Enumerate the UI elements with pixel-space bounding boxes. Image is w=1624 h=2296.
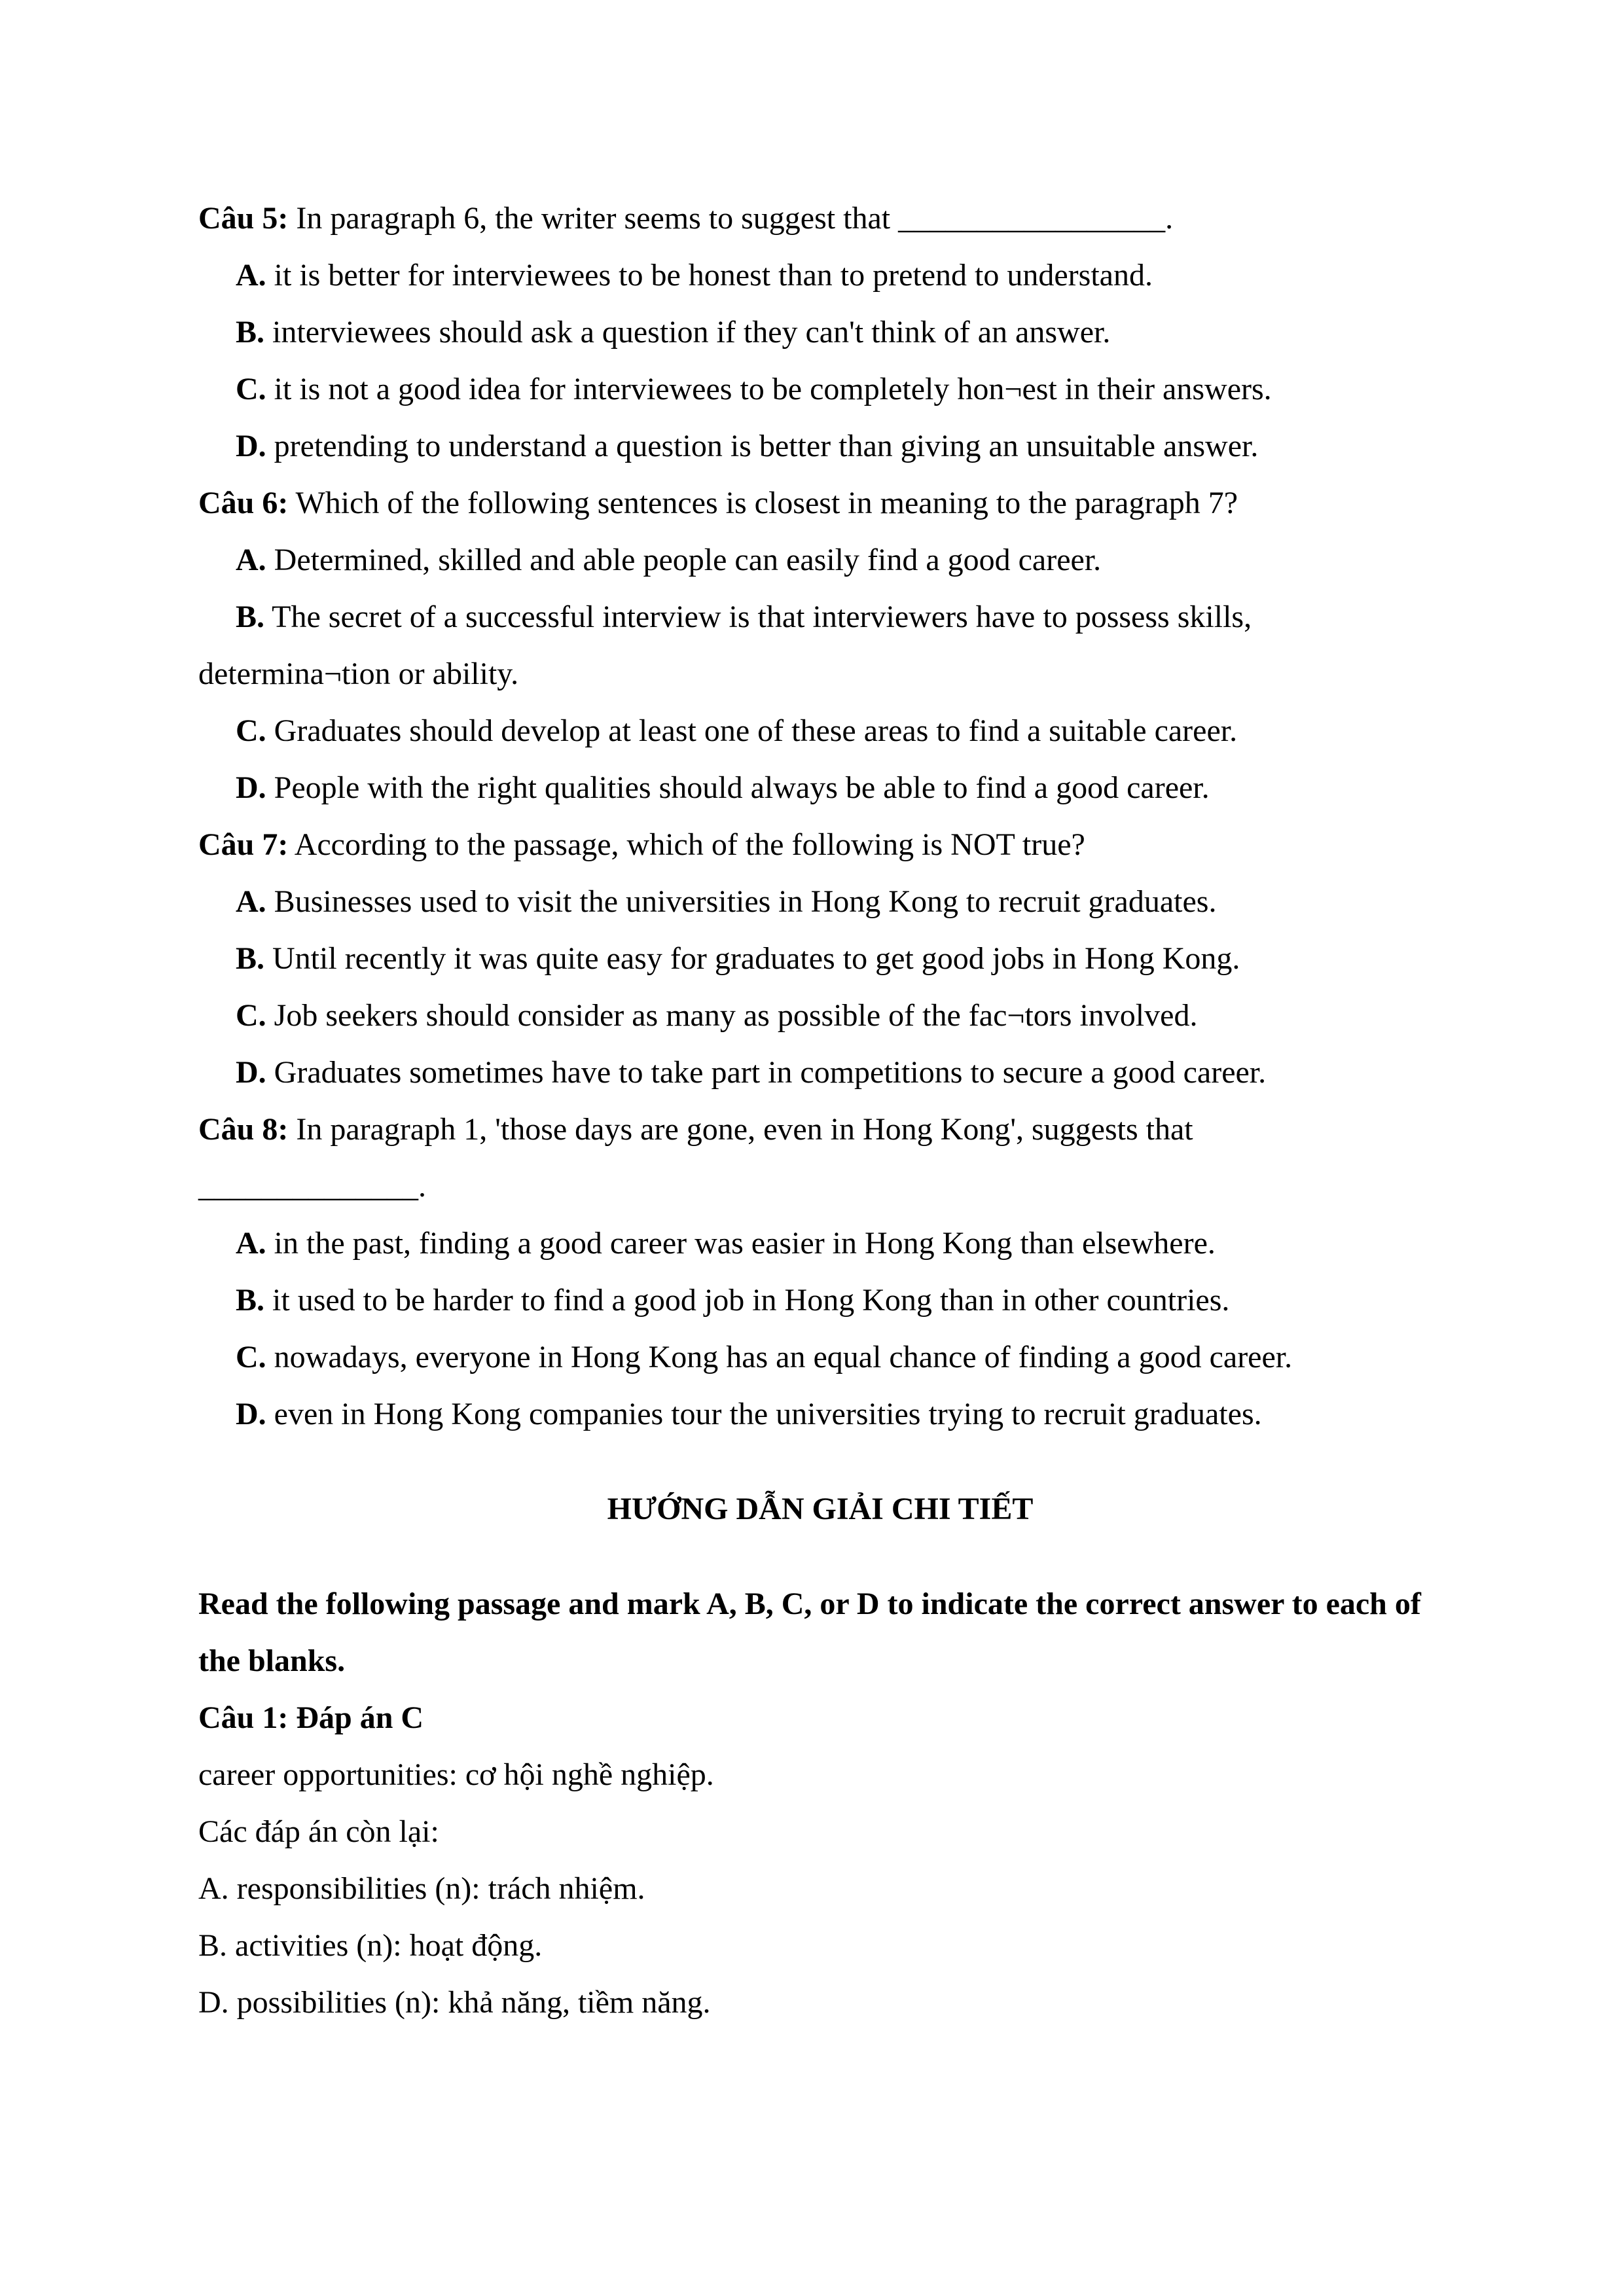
question-6: [198, 475, 1442, 531]
option-d: D. People with the right qualities should always be able to find a good career.: [236, 770, 1210, 805]
option-a: A. it is better for interviewees to be honest than to pretend to understand.: [236, 258, 1153, 293]
option-a: A. Determined, skilled and able people can easily find a good career.: [236, 543, 1102, 577]
question-text: In paragraph 6, the writer seems to suggest that _________________.: [296, 201, 1174, 236]
option-b: B. it used to be harder to find a good job in Hong Kong than in other countries.: [236, 1283, 1230, 1318]
section-heading: HƯỚNG DẪN GIẢI CHI TIẾT: [607, 1492, 1034, 1526]
explanation-line: D. possibilities (n): khả năng, tiềm năng.: [198, 1985, 711, 2020]
option-d: D. Graduates sometimes have to take part in competitions to secure a good career.: [236, 1055, 1267, 1090]
option-c: C. nowadays, everyone in Hong Kong has an equal chance of finding a good career.: [236, 1340, 1293, 1374]
explanation-line: Các đáp án còn lại:: [198, 1814, 439, 1849]
option-c: C. it is not a good idea for interviewees to be completely hon¬est in their answers.: [236, 372, 1272, 406]
option-b: B. Until recently it was quite easy for graduates to get good jobs in Hong Kong.: [236, 941, 1240, 976]
option-d: D. even in Hong Kong companies tour the universities trying to recruit graduates.: [236, 1397, 1262, 1431]
document-content: [198, 190, 1442, 2031]
option-c: C. Job seekers should consider as many as possible of the fac¬tors involved.: [236, 998, 1198, 1033]
question-text: Which of the following sentences is closest in meaning to the paragraph 7?: [295, 486, 1238, 520]
instruction-text: Read the following passage and mark A, B, C, or D to indicate the correct answer to each of the blanks.: [198, 1587, 1421, 1678]
option-a: A. in the past, finding a good career was easier in Hong Kong than elsewhere.: [236, 1226, 1216, 1261]
answer-title: Câu 1: Đáp án C: [198, 1700, 424, 1735]
option-d: D. pretending to understand a question is better than giving an unsuitable answer.: [236, 429, 1259, 463]
option-a: A. Businesses used to visit the universities in Hong Kong to recruit graduates.: [236, 884, 1217, 919]
option-c: C. Graduates should develop at least one of these areas to find a suitable career.: [236, 713, 1238, 748]
question-label: Câu 5:: [198, 201, 289, 236]
answer-blank: ______________.: [198, 1169, 426, 1204]
question-text: According to the passage, which of the following is NOT true?: [294, 827, 1085, 862]
explanation-line: B. activities (n): hoạt động.: [198, 1928, 543, 1963]
option-b: B. The secret of a successful interview is that interviewers have to possess skills, determina¬tion or ability.: [198, 600, 1252, 691]
question-5: [198, 190, 1442, 247]
explanation-line: career opportunities: cơ hội nghề nghiệp.: [198, 1757, 714, 1792]
question-label: Câu 7:: [198, 827, 289, 862]
question-8: [198, 1101, 1442, 1158]
question-label: Câu 6:: [198, 486, 289, 520]
question-7: [198, 816, 1442, 873]
question-text: In paragraph 1, 'those days are gone, even in Hong Kong', suggests that: [296, 1112, 1193, 1147]
explanation-line: A. responsibilities (n): trách nhiệm.: [198, 1871, 645, 1906]
question-label: Câu 8:: [198, 1112, 289, 1147]
option-b: B. interviewees should ask a question if they can't think of an answer.: [236, 315, 1111, 350]
